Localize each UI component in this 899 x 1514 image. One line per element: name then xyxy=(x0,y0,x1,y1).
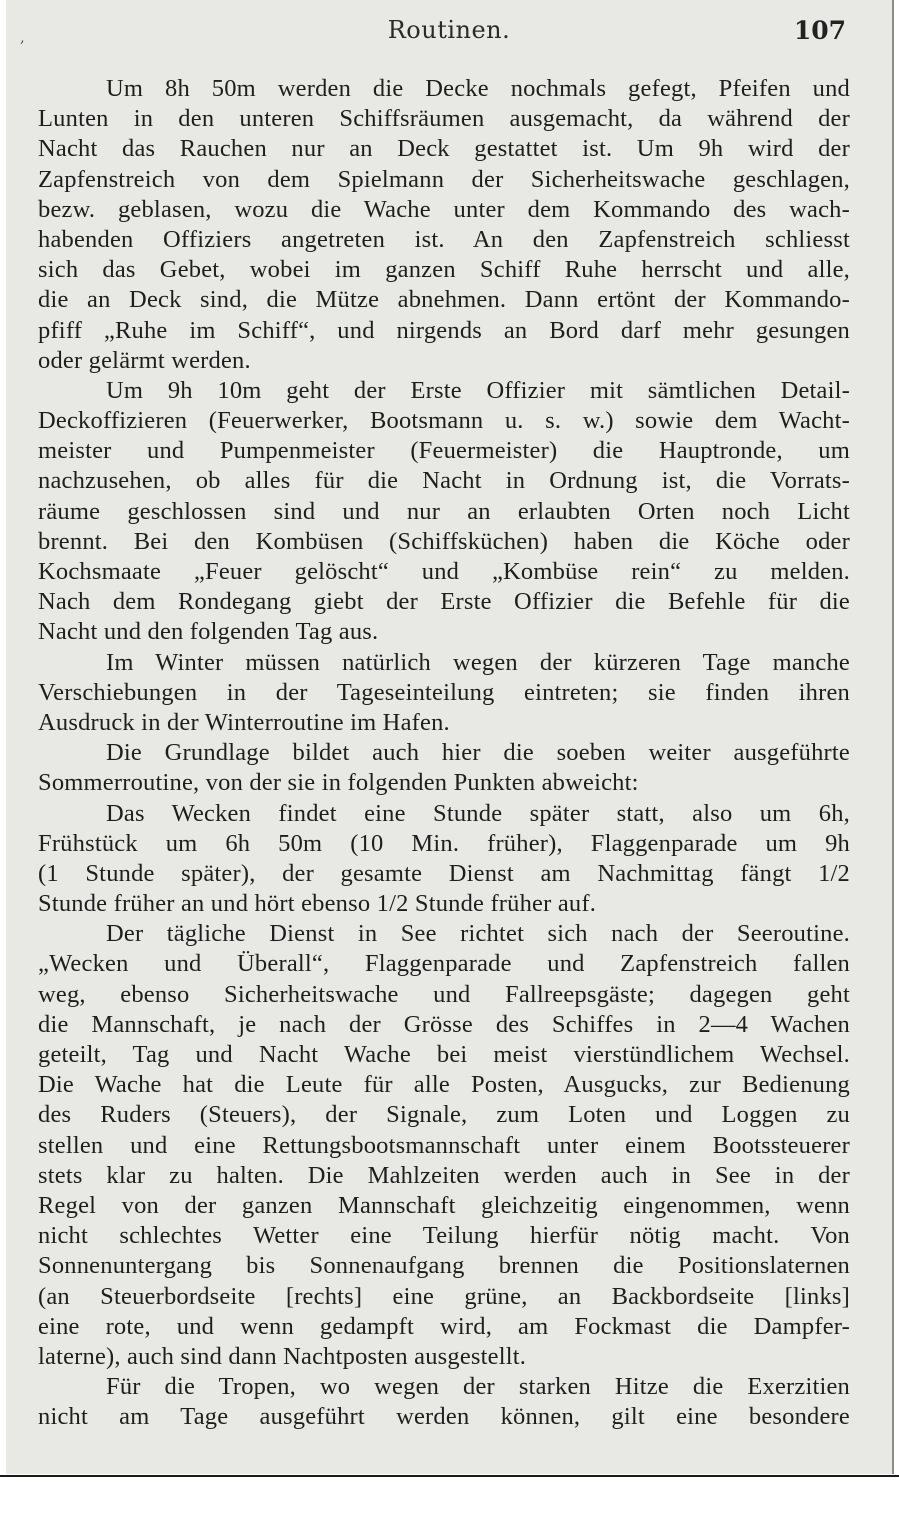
text-line: Frühstück um 6h 50m (10 Min. früher), Flaggenparade um 9h xyxy=(38,829,850,857)
text-line: die an Deck sind, die Mütze abnehmen. Dann ertönt der Kommando- xyxy=(38,286,850,314)
text-line: weg, ebenso Sicherheitswache und Fallreepsgäste; dagegen geht xyxy=(38,980,850,1008)
text-line: bezw. geblasen, wozu die Wache unter dem Kommando des wach- xyxy=(38,195,850,223)
text-line: stets klar zu halten. Die Mahlzeiten werden auch in See in der xyxy=(38,1161,850,1189)
text-line: nachzusehen, ob alles für die Nacht in Ordnung ist, die Vorrats- xyxy=(38,467,850,495)
text-line: Lunten in den unteren Schiffsräumen ausgemacht, da während der xyxy=(38,105,850,133)
text-line: Nach dem Rondegang giebt der Erste Offizier die Befehle für die xyxy=(38,588,850,616)
text-line: Das Wecken findet eine Stunde später statt, also um 6h, xyxy=(106,799,850,827)
text-line: Sommerroutine, von der sie in folgenden Punkten abweicht: xyxy=(38,769,639,797)
text-line: stellen und eine Rettungsbootsmannschaft unter einem Bootssteuerer xyxy=(38,1131,850,1159)
paragraph xyxy=(38,376,850,648)
text-line: Deckoffizieren (Feuerwerker, Bootsmann u. s. w.) sowie dem Wacht- xyxy=(38,407,850,435)
margin-mark: ‚ xyxy=(20,30,25,46)
text-line: Der tägliche Dienst in See richtet sich nach der Seeroutine. xyxy=(106,920,850,948)
text-line: (an Steuerbordseite [rechts] eine grüne, an Backbordseite [links] xyxy=(38,1282,850,1310)
page-number: 107 xyxy=(793,16,846,45)
text-line: Um 8h 50m werden die Decke nochmals gefegt, Pfeifen und xyxy=(106,75,850,102)
text-line: nicht schlechtes Wetter eine Teilung hierfür nötig macht. Von xyxy=(38,1222,850,1250)
text-line: eine rote, und wenn gedampft wird, am Fockmast die Dampfer- xyxy=(38,1312,850,1340)
paragraph xyxy=(38,74,850,376)
text-line: Im Winter müssen natürlich wegen der kürzeren Tage manche xyxy=(106,648,850,676)
text-line: oder gelärmt werden. xyxy=(38,346,251,374)
text-line: Die Grundlage bildet auch hier die soeben weiter ausgeführte xyxy=(106,739,850,767)
body-text xyxy=(38,74,850,1432)
text-line: Ausdruck in der Winterroutine im Hafen. xyxy=(38,708,450,736)
text-line: Stunde früher an und hört ebenso 1/2 Stunde früher auf. xyxy=(38,890,597,918)
text-line: Zapfenstreich von dem Spielmann der Sicherheitswache geschlagen, xyxy=(38,165,850,193)
text-line: geteilt, Tag und Nacht Wache bei meist vierstündlichem Wechsel. xyxy=(38,1041,850,1068)
text-line: die Mannschaft, je nach der Grösse des Schiffes in 2—4 Wachen xyxy=(38,1010,850,1038)
text-line: des Ruders (Steuers), der Signale, zum Loten und Loggen zu xyxy=(38,1101,850,1129)
text-line: brennt. Bei den Kombüsen (Schiffsküchen) haben die Köche oder xyxy=(38,527,850,555)
text-line: Sonnenuntergang bis Sonnenaufgang brennen die Positionslaternen xyxy=(38,1252,850,1280)
text-line: habenden Offiziers angetreten ist. An den Zapfenstreich schliesst xyxy=(38,225,850,253)
text-line: nicht am Tage ausgeführt werden können, gilt eine besondere xyxy=(38,1403,850,1431)
paragraph xyxy=(38,1372,850,1432)
text-line: räume geschlossen sind und nur an erlaubten Orten noch Licht xyxy=(38,497,850,525)
text-line: Nacht und den folgenden Tag aus. xyxy=(38,618,379,646)
running-title: Routinen. xyxy=(387,16,511,44)
paragraph xyxy=(38,799,850,920)
text-line: meister und Pumpenmeister (Feuermeister) die Hauptronde, um xyxy=(38,437,850,465)
text-line: (1 Stunde später), der gesamte Dienst am Nachmittag fängt 1/2 xyxy=(38,859,850,887)
text-line: „Wecken und Überall“, Flaggenparade und Zapfenstreich fallen xyxy=(38,950,850,978)
text-line: Um 9h 10m geht der Erste Offizier mit sämtlichen Detail- xyxy=(106,376,850,404)
paragraph xyxy=(38,648,850,739)
scanned-page xyxy=(6,0,894,1474)
text-line: pfiff „Ruhe im Schiff“, und nirgends an Bord darf mehr gesungen xyxy=(38,316,850,344)
text-line: laterne), auch sind dann Nachtposten ausgestellt. xyxy=(38,1342,527,1370)
text-line: Kochsmaate „Feuer gelöscht“ und „Kombüse rein“ zu melden. xyxy=(38,558,850,585)
paragraph xyxy=(38,738,850,798)
bottom-rule xyxy=(0,1475,899,1477)
text-line: Die Wache hat die Leute für alle Posten, Ausgucks, zur Bedienung xyxy=(38,1071,850,1099)
text-line: Für die Tropen, wo wegen der starken Hitze die Exerzitien xyxy=(106,1373,850,1401)
text-line: Regel von der ganzen Mannschaft gleichzeitig eingenommen, wenn xyxy=(38,1191,850,1219)
text-line: Nacht das Rauchen nur an Deck gestattet ist. Um 9h wird der xyxy=(38,135,850,163)
page-header xyxy=(6,16,892,46)
paragraph xyxy=(38,919,850,1372)
text-line: sich das Gebet, wobei im ganzen Schiff Ruhe herrscht und alle, xyxy=(38,256,850,284)
text-line: Verschiebungen in der Tageseinteilung eintreten; sie finden ihren xyxy=(38,678,850,706)
